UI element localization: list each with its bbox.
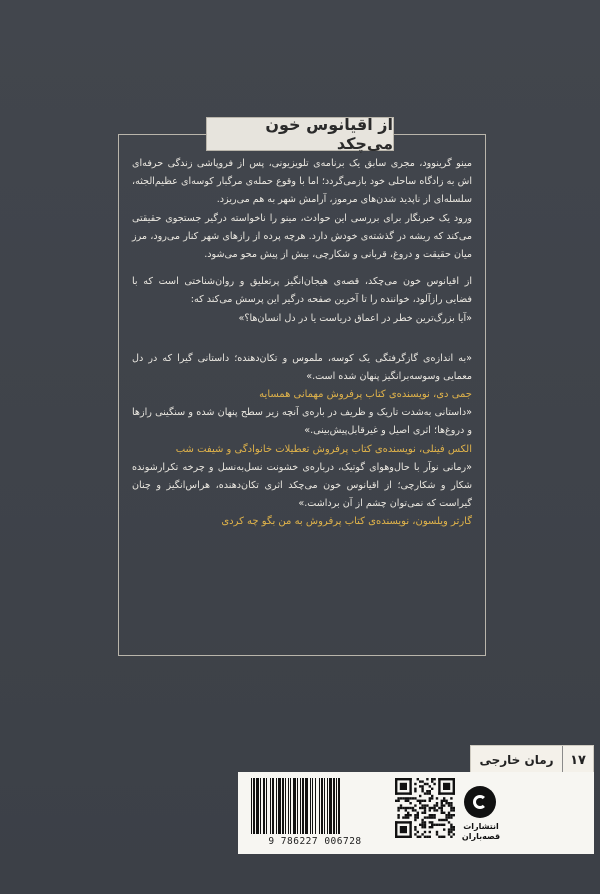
blurb-question: «آیا بزرگ‌ترین خطر در اعماق دریاست یا در دل انسان‌ها؟» (238, 312, 472, 324)
qr-code (395, 778, 455, 838)
publisher-line: قصه‌باران (461, 832, 501, 841)
review-quote: «داستانی به‌شدت تاریک و ظریف در باره‌ی آنچه زیر سطح پنهان شده و سنگینی رازها و دروغ‌ها؛ اثری اصیل و غیرقابل‌پیش‌بینی.» (132, 407, 472, 437)
review-quote: «رمانی نوآر با حال‌وهوای گوتیک، درباره‌ی خشونت نسل‌به‌نسل و چرخه تکرارشونده شکار و شکارچی؛ از اقیانوس خون می‌چکد اثری تکان‌دهنده، هراس‌انگیز و چنان گیراست که نمی‌توان چشم از آن برداشت.» (132, 461, 472, 510)
series-badge (470, 745, 594, 775)
series-number: ۱۷ (562, 746, 593, 774)
blurb-paragraph: از اقیانوس خون می‌چکد، قصه‌ی هیجان‌انگیز پرتعلیق و روان‌شناختی است که با فضایی رازآلود، خواننده را تا آخرین صفحه درگیر این پرسش می‌کند که: (132, 276, 472, 306)
review-credit: جمی دی، نویسنده‌ی کتاب پرفروش مهمانی همسایه (259, 389, 472, 401)
publisher-line: انتشارات (463, 822, 499, 831)
publisher-logo-icon (464, 786, 496, 818)
series-label: رمان خارجی (479, 753, 554, 767)
book-title: از اقیانوس خون می‌چکد (206, 117, 394, 151)
publisher-name (456, 822, 506, 842)
isbn-number: 9 786227 006728 (268, 836, 362, 847)
review-credit: گارتر ویلسون، نویسنده‌ی کتاب پرفروش به من بگو چه کردی (221, 516, 472, 528)
review-credit: الکس فینلی، نویسنده‌ی کتاب پرفروش تعطیلات خانوادگی و شیفت شب (175, 443, 472, 455)
blurb-content (132, 155, 472, 531)
review-quote: «به اندازه‌ی گازگرفتگی یک کوسه، ملموس و تکان‌دهنده؛ داستانی گیرا که در دل معمایی وسوسه‌برانگیز پنهان شده است.» (132, 352, 472, 383)
blurb-paragraph: ورود یک خبرنگار برای بررسی این حوادث، مینو را ناخواسته درگیر جستجوی حقیقتی می‌کند که ریشه در گذشته‌ی خودش دارد. هرچه پرده از رازهای شهر کنار می‌رود، مرز میان حقیقت و دروغ، قربانی و شکارچی، بیش از پیش محو می‌شود. (132, 212, 472, 261)
blurb-paragraph: مینو گرینوود، مجری سابق یک برنامه‌ی تلویزیونی، پس از فروپاشی زندگی حرفه‌ای اش به زادگاه ساحلی خود بازمی‌گردد؛ اما با وقوع حمله‌ی مرگبار کوسه‌ای عظیم‌الجثه، سلسله‌ای از ناپدید شدن‌های مرموز، آرامش شهر به هم می‌ریزد. (132, 158, 472, 206)
barcode (247, 778, 380, 834)
